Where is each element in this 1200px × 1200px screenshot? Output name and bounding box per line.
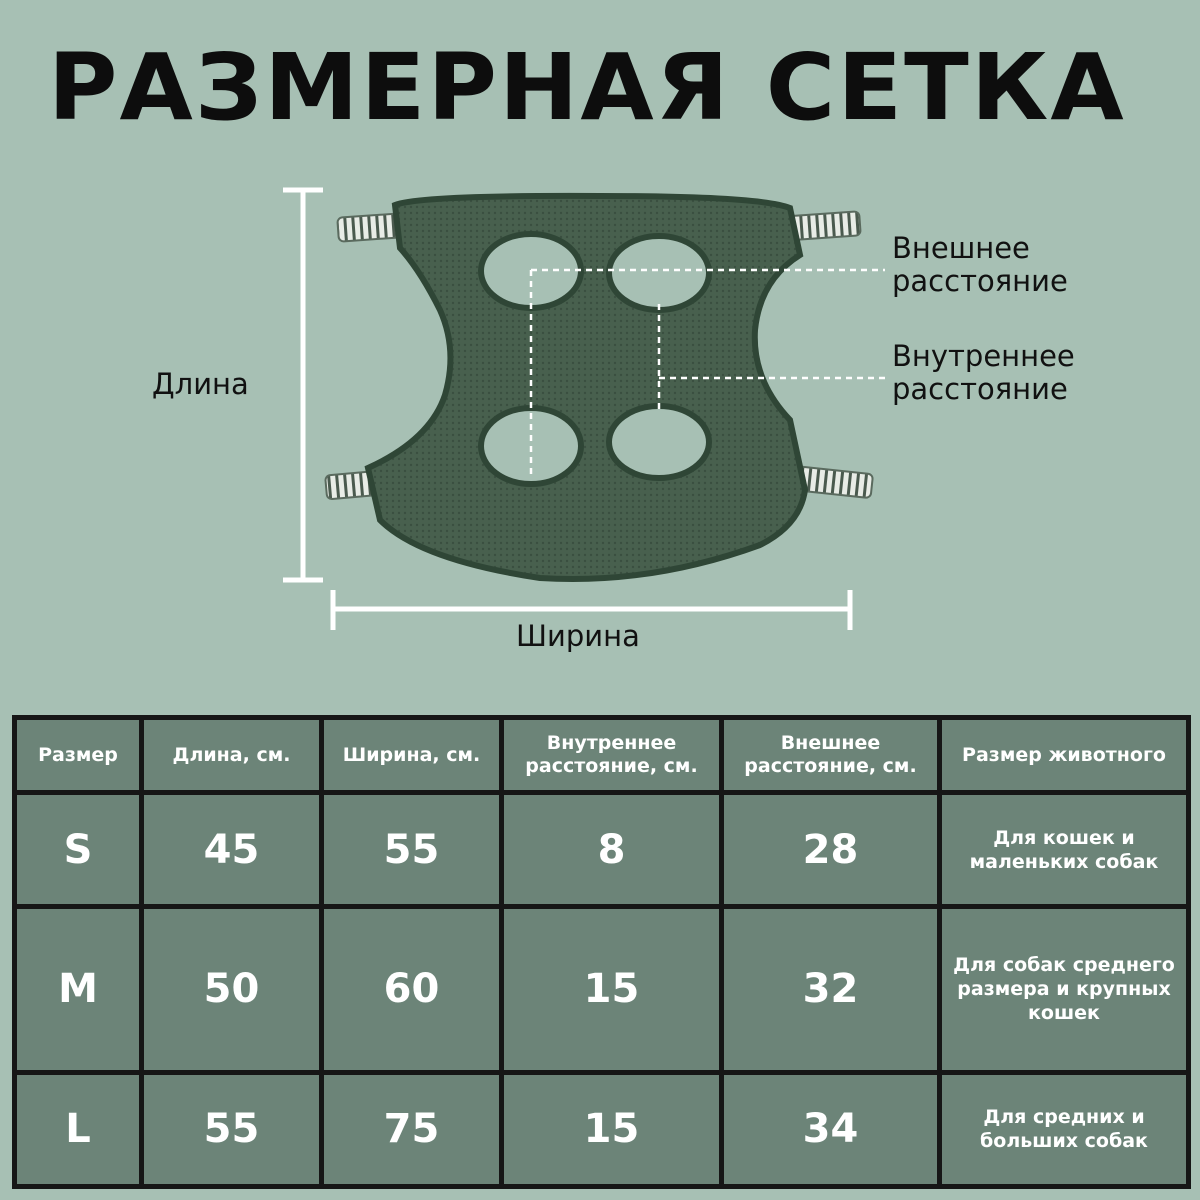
cell-size: L xyxy=(15,1072,142,1186)
harness-body xyxy=(368,196,805,579)
header-animal-size: Размер животного xyxy=(940,718,1189,793)
width-label: Ширина xyxy=(516,619,640,653)
cell-outer-distance: 28 xyxy=(722,793,940,907)
length-label: Длина xyxy=(152,367,249,401)
cell-width: 55 xyxy=(322,793,502,907)
cell-animal-size: Для кошек и маленьких собак xyxy=(940,793,1189,907)
header-width: Ширина, см. xyxy=(322,718,502,793)
inner-distance-label-line1: Внутреннее xyxy=(892,339,1075,373)
cell-width: 75 xyxy=(322,1072,502,1186)
cell-animal-size: Для средних и больших собак xyxy=(940,1072,1189,1186)
leg-hole-bottom-right xyxy=(609,406,709,478)
cell-length: 45 xyxy=(142,793,322,907)
cell-inner-distance: 15 xyxy=(502,907,722,1073)
page-title: РАЗМЕРНАЯ СЕТКА xyxy=(48,34,1126,141)
cell-inner-distance: 15 xyxy=(502,1072,722,1186)
size-table xyxy=(12,715,1186,1189)
table-row xyxy=(15,907,1189,1073)
cell-outer-distance: 32 xyxy=(722,907,940,1073)
cell-size: M xyxy=(15,907,142,1073)
cell-animal-size: Для собак среднего размера и крупных кошек xyxy=(940,907,1189,1073)
table-row xyxy=(15,1072,1189,1186)
cell-length: 50 xyxy=(142,907,322,1073)
header-size: Размер xyxy=(15,718,142,793)
inner-distance-label-line2: расстояние xyxy=(892,372,1068,406)
header-inner-distance: Внутреннее расстояние, см. xyxy=(502,718,722,793)
cell-width: 60 xyxy=(322,907,502,1073)
outer-distance-label-line1: Внешнее xyxy=(892,231,1030,265)
leg-hole-top-right xyxy=(609,236,709,310)
cell-length: 55 xyxy=(142,1072,322,1186)
header-outer-distance: Внешнее расстояние, см. xyxy=(722,718,940,793)
outer-distance-label xyxy=(892,232,1068,298)
cell-outer-distance: 34 xyxy=(722,1072,940,1186)
cell-inner-distance: 8 xyxy=(502,793,722,907)
outer-distance-label-line2: расстояние xyxy=(892,264,1068,298)
inner-distance-label xyxy=(892,340,1075,406)
length-measure-bar xyxy=(283,190,323,580)
table-header-row xyxy=(15,718,1189,793)
cell-size: S xyxy=(15,793,142,907)
header-length: Длина, см. xyxy=(142,718,322,793)
table-row xyxy=(15,793,1189,907)
